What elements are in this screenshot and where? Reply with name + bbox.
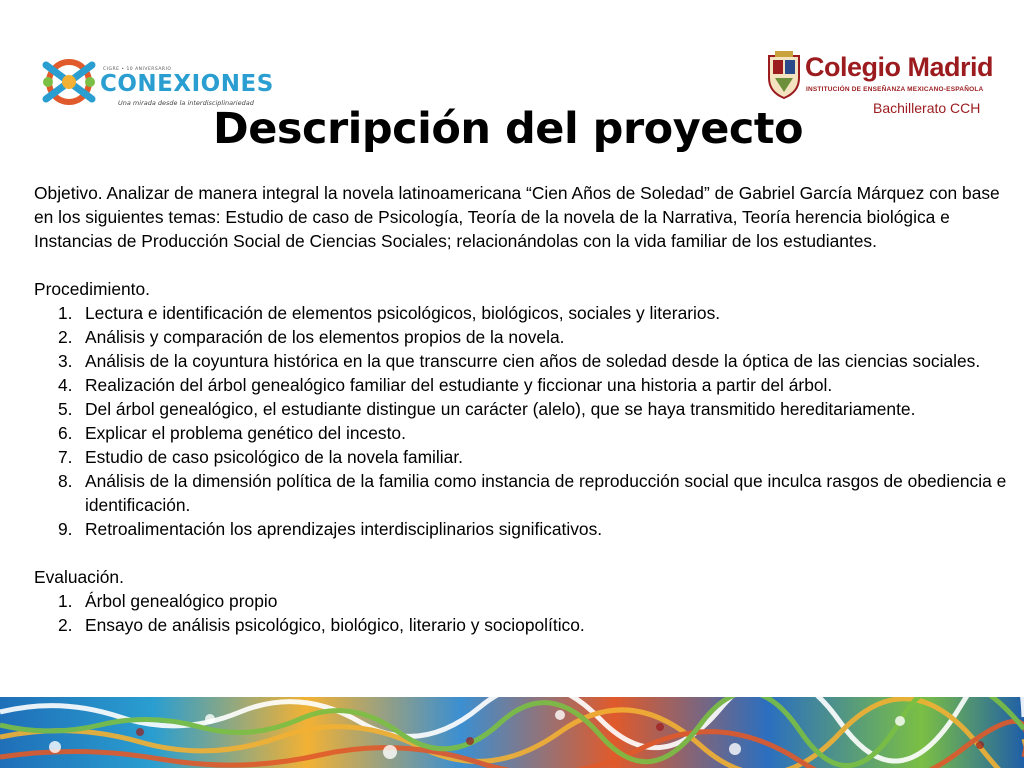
list-item	[34, 397, 1019, 421]
colegio-program: Bachillerato CCH	[873, 100, 981, 116]
list-number: 1.	[58, 591, 73, 611]
slide-title: Descripción del proyecto	[213, 104, 803, 154]
list-text: Ensayo de análisis psicológico, biológico, literario y sociopolítico.	[85, 615, 585, 635]
list-text: Análisis de la dimensión política de la familia como instancia de reproducción social que inculca rasgos de obediencia e identificación.	[85, 471, 1007, 515]
procedure-heading: Procedimiento.	[34, 279, 150, 299]
list-item	[34, 613, 1019, 637]
list-item	[34, 325, 1019, 349]
list-text: Lectura e identificación de elementos psicológicos, biológicos, sociales y literarios.	[85, 303, 721, 323]
conexiones-mark-icon	[40, 57, 98, 107]
list-text: Análisis de la coyuntura histórica en la que transcurre cien años de soledad desde la óptica de las ciencias sociales.	[85, 351, 981, 371]
list-number: 4.	[58, 375, 73, 395]
list-text: Estudio de caso psicológico de la novela familiar.	[85, 447, 463, 467]
list-item	[34, 469, 1019, 517]
list-item	[34, 445, 1019, 469]
list-text: Árbol genealógico propio	[85, 591, 278, 611]
list-text: Realización del árbol genealógico familiar del estudiante y ficcionar una historia a partir del árbol.	[85, 375, 833, 395]
list-text: Del árbol genealógico, el estudiante distingue un carácter (alelo), que se haya transmitido hereditariamente.	[85, 399, 916, 419]
list-number: 9.	[58, 519, 73, 539]
list-item	[34, 589, 1019, 613]
objective-paragraph: Objetivo. Analizar de manera integral la novela latinoamericana “Cien Años de Soledad” de Gabriel García Márquez con base en los siguientes temas: Estudio de caso de Psicología, Teoría de la novela de la Narrativa, Teoría herencia biológica e Instancias de Producción Social de Ciencias Sociales; relacionándolas con la vida familiar de los estudiantes.	[34, 183, 1000, 251]
list-number: 2.	[58, 327, 73, 347]
list-number: 6.	[58, 423, 73, 443]
list-number: 2.	[58, 615, 73, 635]
conexiones-tagline: Una mirada desde la interdisciplinariedad	[118, 99, 254, 107]
conexiones-brand: CONEXIONES	[100, 71, 274, 97]
colegio-name: Colegio Madrid	[805, 52, 993, 82]
evaluation-heading: Evaluación.	[34, 567, 124, 587]
evaluation-list	[34, 589, 1019, 637]
list-number: 1.	[58, 303, 73, 323]
list-number: 8.	[58, 471, 73, 491]
conexiones-top-text: CIGRE • 10 ANIVERSARIO	[103, 67, 172, 72]
list-text: Explicar el problema genético del incesto.	[85, 423, 406, 443]
list-number: 3.	[58, 351, 73, 371]
list-text: Análisis y comparación de los elementos propios de la novela.	[85, 327, 565, 347]
list-item	[34, 301, 1019, 325]
crest-icon	[765, 50, 803, 100]
procedure-list	[34, 301, 1019, 541]
list-item	[34, 349, 1019, 373]
list-number: 5.	[58, 399, 73, 419]
decorative-mosaic-band	[0, 697, 1024, 768]
list-text: Retroalimentación los aprendizajes interdisciplinarios significativos.	[85, 519, 603, 539]
list-item	[34, 517, 1019, 541]
colegio-subtitle: INSTITUCIÓN DE ENSEÑANZA MEXICANO-ESPAÑOLA	[806, 86, 984, 93]
list-item	[34, 373, 1019, 397]
list-item	[34, 421, 1019, 445]
slide-body	[34, 181, 1019, 637]
list-number: 7.	[58, 447, 73, 467]
